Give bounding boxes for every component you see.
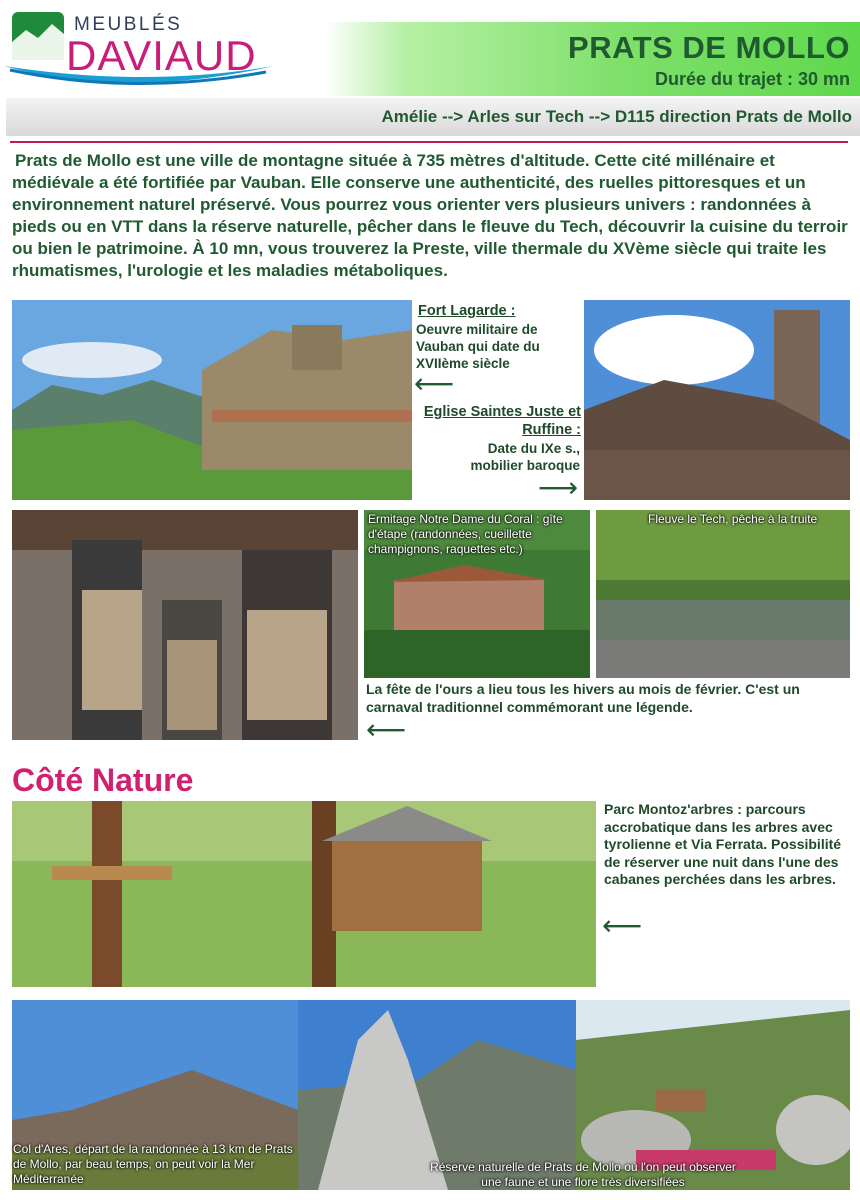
river-caption: Fleuve le Tech, pêche à la truite <box>648 512 818 526</box>
bear-festival-caption: La fête de l'ours a lieu tous les hivers au mois de février. C'est un carnaval traditionnel commémorant une légende. <box>366 681 800 715</box>
trip-duration: Durée du trajet : 30 mn <box>654 69 850 89</box>
fort-title: Fort Lagarde : <box>418 303 516 319</box>
header-band <box>325 22 860 96</box>
ermitage-caption: Ermitage Notre Dame du Coral : gîte d'étape (randonnées, cueillette champignons, raquettes etc.) <box>368 512 563 556</box>
fort-text: Oeuvre militaire de Vauban qui date du XVIIème siècle <box>416 322 540 371</box>
route-bar <box>6 98 860 136</box>
col-ares-caption: Col d'Ares, départ de la randonnée à 13 km de Prats de Mollo, par beau temps, on peut voir la Mer Méditerranée <box>13 1142 293 1186</box>
eglise-title: Eglise Saintes Juste et Ruffine : <box>423 404 581 438</box>
intro-paragraph: Prats de Mollo est une ville de montagne située à 735 mètres d'altitude. Cette cité millénaire et médiévale a été fortifiée par Vauban. Elle conserve une authenticité, des ruelles pittoresques et un environnement naturel préservé. Vous pourrez vous orienter vers plusieurs univers : randonnées à pieds ou en VTT dans la réserve naturelle, pêcher dans le fleuve du Tech, découvrir la cuisine du terroir ou bien le patrimoine. À 10 mn, vous trouverez la Preste, ville thermale du XVème siècle qui traite les rhumatismes, l'urologie et les maladies métaboliques. <box>12 151 848 280</box>
section-title-nature: Côté Nature <box>12 762 194 798</box>
arrow-left-icon: ⟵ <box>366 714 407 745</box>
page-title: PRATS DE MOLLO <box>568 30 850 65</box>
brand-logo <box>4 8 279 96</box>
arrow-right-icon: ⟶ <box>538 472 579 503</box>
river-photo <box>596 510 850 678</box>
fort-photo <box>12 300 412 500</box>
bear-festival-photo <box>12 510 358 740</box>
eglise-text: Date du IXe s., mobilier baroque <box>470 441 580 473</box>
brand-name: DAVIAUD <box>66 32 257 79</box>
arrow-left-icon: ⟵ <box>602 910 643 941</box>
divider <box>10 141 848 143</box>
reserve-caption: Réserve naturelle de Prats de Mollo où l'on peut observer une faune et une flore très diversifiées <box>430 1160 736 1189</box>
brand-top-text: MEUBLÉS <box>74 14 183 35</box>
treehouse-photo <box>12 801 596 987</box>
arrow-left-icon: ⟵ <box>414 368 455 399</box>
church-photo <box>584 300 850 500</box>
route-text: Amélie --> Arles sur Tech --> D115 direction Prats de Mollo <box>381 107 852 126</box>
parc-caption: Parc Montoz'arbres : parcours accrobatique dans les arbres avec tyrolienne et Via Ferrata. Possibilité de réserver une nuit dans l'une des cabanes perchées dans les arbres. <box>604 801 842 887</box>
